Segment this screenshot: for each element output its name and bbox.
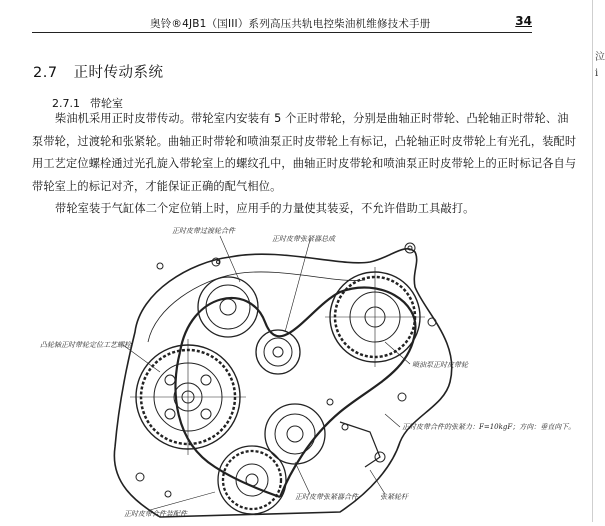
lower-tensioner [265, 404, 325, 464]
section-title: 正时传动系统 [73, 65, 164, 81]
crankshaft-pulley [218, 446, 286, 514]
timing-belt-housing-figure [40, 222, 580, 522]
callout-belt-force: 正时皮带合件的张紧力：F=10kgF；方向：垂直向下。 [402, 423, 576, 431]
callout-tensioner-assembly: 正时皮带张紧器合件 [295, 493, 358, 501]
subsection-number: 2.7.1 [52, 97, 80, 110]
adjacent-page-edge [592, 0, 605, 522]
callout-belt-assembly: 正时皮带合件装配件 [124, 510, 187, 518]
edge-glyph-2: i [595, 68, 599, 79]
section-number: 2.7 [33, 65, 58, 81]
page-header [32, 14, 532, 33]
body-paragraph-1 [32, 108, 577, 198]
subsection-title: 带轮室 [90, 97, 123, 110]
paragraph-2-text: 带轮室装于气缸体二个定位销上时，应用手的力量使其装妥，不允许借助工具敲打。 [55, 202, 475, 215]
header-title: 奥铃®4JB1（国III）系列高压共轨电控柴油机维修技术手册 [150, 18, 431, 30]
callout-tensioner: 正时皮带张紧器总成 [272, 235, 335, 243]
callout-idler: 正时皮带过渡轮合件 [172, 227, 235, 235]
page-number: 34 [515, 14, 532, 28]
paragraph-1-text: 柴油机采用正时皮带传动。带轮室内安装有 5 个正时带轮，分别是曲轴正时带轮、凸轮轴正时带轮、油泵带轮，过渡轮和张紧轮。曲轴正时带轮和喷油泵正时皮带轮上有标记，凸轮轴正时皮带轮上有光孔，装配时用工艺定位螺栓通过光孔旋入带轮室上的螺纹孔中，曲轴正时皮带轮和喷油泵正时皮带轮上的正时标记各自与带轮室上的标记对齐，才能保证正确的配气相位。 [32, 112, 577, 193]
callout-pump-pulley: 喷油泵正时皮带轮 [412, 361, 468, 369]
callout-tension-arm: 张紧轮杆 [380, 493, 408, 501]
housing-drawing [40, 222, 580, 522]
camshaft-pulley [130, 339, 246, 455]
edge-glyph-1: 泣 [595, 52, 605, 63]
section-heading [33, 61, 164, 82]
body-paragraph-2 [32, 198, 577, 221]
callout-locating-bolt: 凸轮轴正时带轮定位工艺螺栓 [40, 341, 131, 349]
